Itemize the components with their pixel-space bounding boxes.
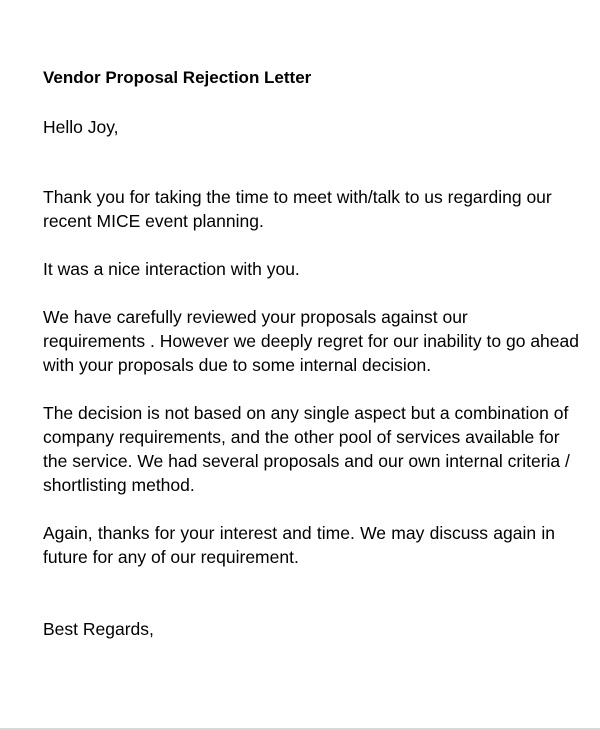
letter-title: Vendor Proposal Rejection Letter [43, 68, 312, 87]
paragraph-line: The decision is not based on any single aspect but a combination of [43, 403, 569, 423]
paragraph-line: Thank you for taking the time to meet with/talk to us regarding our [43, 187, 552, 207]
paragraph-line: with your proposals due to some internal decision. [43, 355, 432, 375]
paragraph-line: It was a nice interaction with you. [43, 259, 300, 279]
paragraph-line: We have carefully reviewed your proposals against our [43, 307, 468, 327]
paragraph-line: future for any of our requirement. [43, 547, 299, 567]
paragraph-line: Again, thanks for your interest and time. We may discuss again in [43, 523, 555, 543]
paragraph-line: recent MICE event planning. [43, 211, 264, 231]
paragraph-line: requirements . However we deeply regret for our inability to go ahead [43, 331, 579, 351]
greeting: Hello Joy, [43, 117, 119, 137]
closing: Best Regards, [43, 619, 154, 639]
paragraph-line: shortlisting method. [43, 475, 195, 495]
paragraph-line: company requirements, and the other pool of services available for [43, 427, 560, 447]
paragraph-line: the service. We had several proposals and our own internal criteria / [43, 451, 570, 471]
